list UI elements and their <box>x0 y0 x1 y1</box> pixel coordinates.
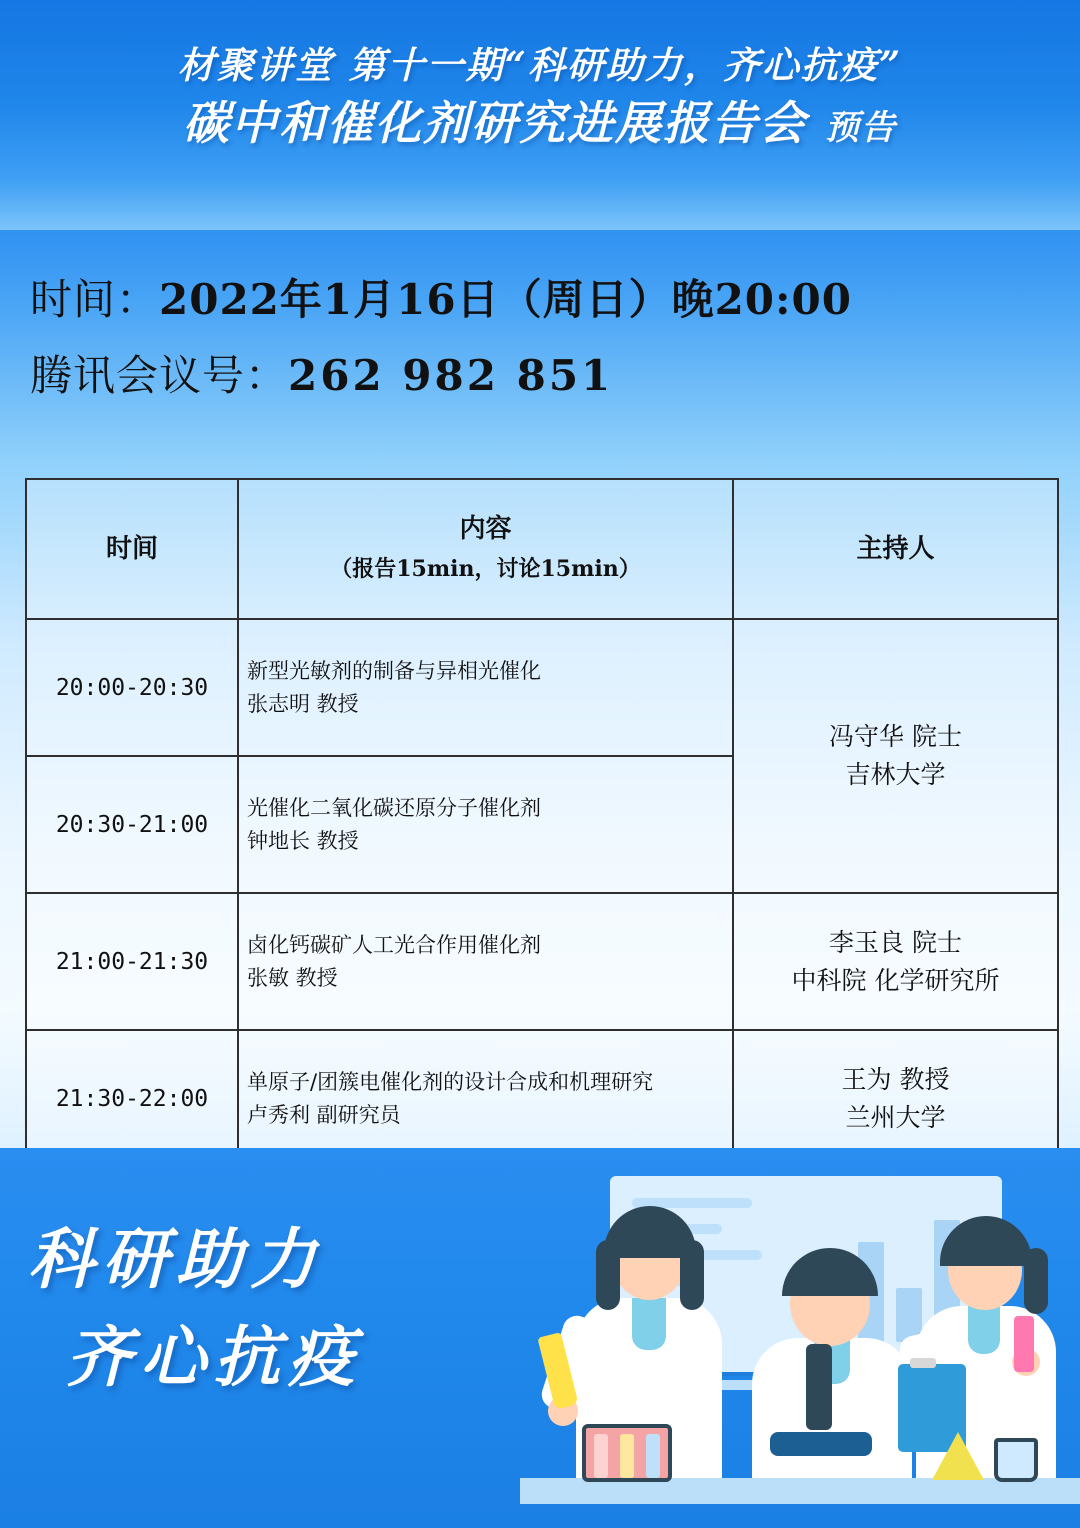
table-row <box>26 1030 1058 1167</box>
hair-side <box>1024 1248 1048 1314</box>
hair-side <box>596 1240 620 1310</box>
header-title-line <box>0 92 1080 159</box>
host-name: 冯守华 院士 <box>829 722 962 751</box>
column-header-host: 主持人 <box>733 479 1058 619</box>
poster-header <box>0 0 1080 230</box>
header-title-main: 碳中和催化剂研究进展报告会 <box>182 96 807 150</box>
cell-content <box>238 1030 733 1167</box>
host-org: 吉林大学 <box>845 760 946 789</box>
cell-time: 20:30-21:00 <box>26 756 238 893</box>
event-time-value: 2022年1月16日（周日）晚20:00 <box>159 275 852 324</box>
hair-side <box>680 1240 704 1310</box>
talk-speaker: 张志明 教授 <box>247 691 359 716</box>
host-org: 兰州大学 <box>845 1102 946 1132</box>
talk-title: 光催化二氧化碳还原分子催化剂 <box>247 795 541 820</box>
meeting-id-label: 腾讯会议号： <box>30 351 289 400</box>
event-info-block <box>30 262 1050 414</box>
marker <box>1014 1316 1034 1372</box>
microscope-arm <box>806 1344 832 1430</box>
footer-slogan-line2: 齐心抗疫 <box>66 1318 362 1396</box>
microscope-base <box>770 1432 872 1456</box>
cell-host <box>733 619 1058 893</box>
header-title-suffix: 预告 <box>825 108 897 148</box>
schedule-table <box>25 478 1059 1168</box>
event-time-label: 时间： <box>30 275 160 324</box>
rack-tube <box>620 1434 634 1478</box>
cell-content <box>238 619 733 756</box>
test-tube-rack <box>582 1424 672 1482</box>
column-header-time: 时间 <box>26 479 238 619</box>
table-row <box>26 619 1058 756</box>
table-row <box>26 893 1058 1030</box>
schedule-table-container <box>25 478 1057 1168</box>
column-header-content <box>238 479 733 619</box>
cell-content <box>238 893 733 1030</box>
cell-host <box>733 893 1058 1030</box>
meeting-id-row <box>30 338 1050 414</box>
talk-title: 新型光敏剂的制备与异相光催化 <box>247 658 541 683</box>
footer-slogan <box>28 1210 362 1406</box>
host-org: 中科院 化学研究所 <box>791 965 1000 995</box>
cell-host <box>733 1030 1058 1167</box>
talk-speaker: 钟地长 教授 <box>247 828 359 853</box>
inner-shirt <box>632 1298 666 1350</box>
column-header-content-sub: （报告15min，讨论15min） <box>330 556 641 582</box>
cell-time: 21:00-21:30 <box>26 893 238 1030</box>
event-time-row <box>30 262 1050 338</box>
rack-tube <box>646 1434 660 1478</box>
host-name: 王为 教授 <box>841 1064 950 1094</box>
cell-content <box>238 756 733 893</box>
talk-title: 单原子/团簇电催化剂的设计合成和机理研究 <box>247 1069 654 1094</box>
rack-tube <box>594 1434 608 1478</box>
inner-shirt <box>968 1306 1000 1354</box>
meeting-id-value: 262 982 851 <box>288 351 614 400</box>
host-name: 李玉良 院士 <box>829 927 962 957</box>
poster-footer <box>0 1148 1080 1528</box>
talk-speaker: 卢秀利 副研究员 <box>247 1102 401 1127</box>
cell-time: 21:30-22:00 <box>26 1030 238 1167</box>
footer-slogan-line1: 科研助力 <box>28 1220 324 1298</box>
talk-title: 卤化钙碳矿人工光合作用催化剂 <box>247 932 541 957</box>
column-header-content-main: 内容 <box>459 514 512 544</box>
flask <box>932 1432 984 1480</box>
beaker <box>994 1438 1038 1482</box>
header-subtitle-line: 材聚讲堂 第十一期“科研助力，齐心抗疫” <box>177 43 903 87</box>
talk-speaker: 张敏 教授 <box>247 965 338 990</box>
cell-time: 20:00-20:30 <box>26 619 238 756</box>
table-header-row <box>26 479 1058 619</box>
